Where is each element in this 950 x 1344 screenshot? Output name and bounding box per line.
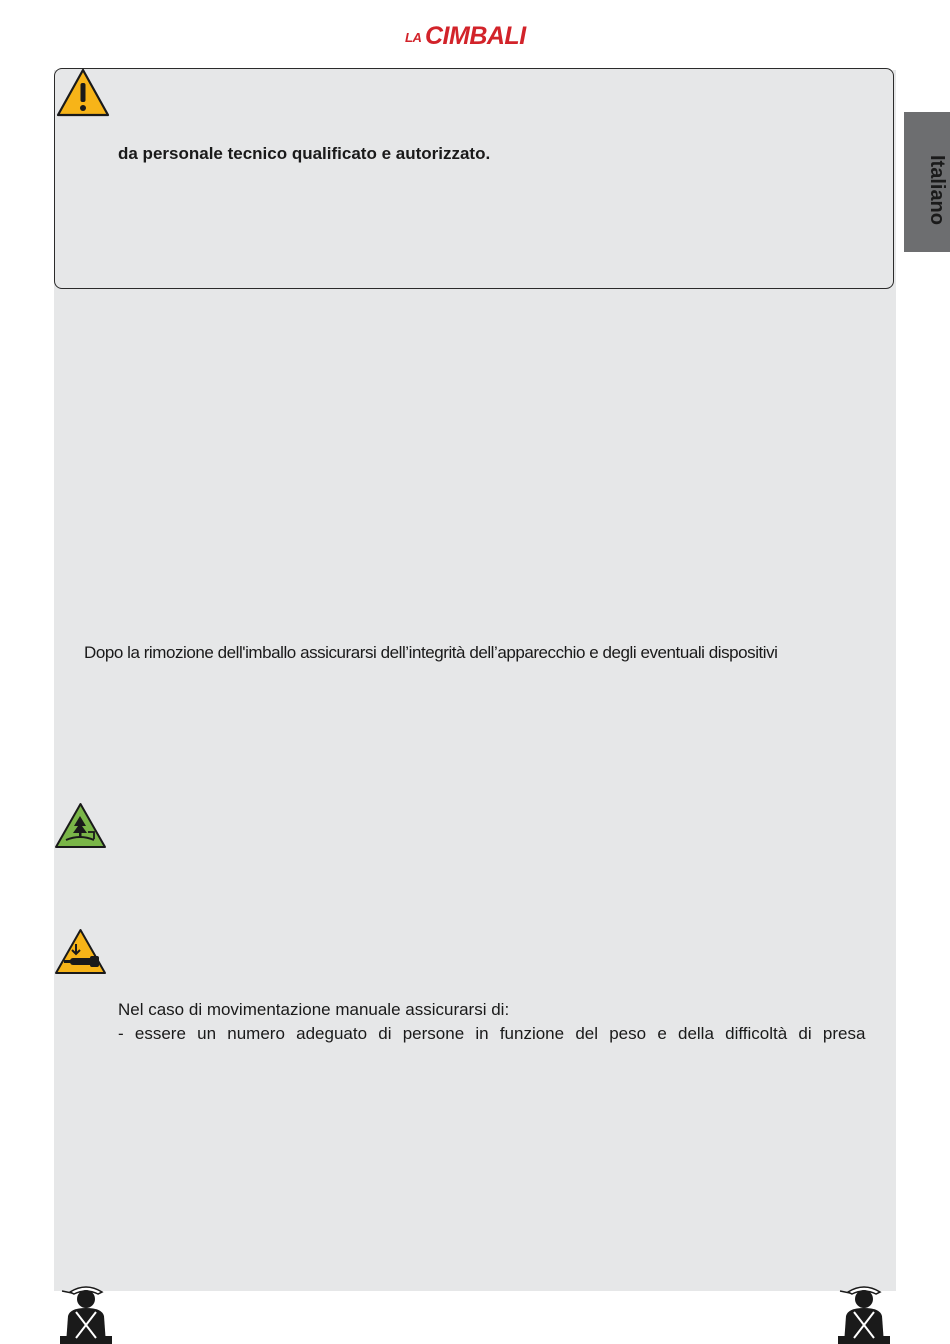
manual-handling-intro: Nel caso di movimentazione manuale assicurarsi di:: [118, 1000, 510, 1019]
warning-box: [54, 68, 894, 289]
logo-prefix: LA: [405, 30, 422, 45]
warning-triangle-icon: [56, 68, 110, 118]
warning-text: da personale tecnico qualificato e autorizzato.: [118, 144, 491, 163]
unpacking-paragraph: Dopo la rimozione dell'imballo assicurarsi dell’integrità dell’apparecchio e degli eventuali dispositivi: [84, 643, 778, 662]
manual-handling-item: - essere un numero adeguato di persone in funzione del peso e della difficoltà di presa: [118, 1024, 866, 1043]
brand-logo: [405, 22, 550, 54]
language-tab[interactable]: [904, 112, 950, 252]
worker-icon: [830, 1282, 898, 1344]
language-tab-label: Italiano: [926, 154, 948, 225]
environment-hazard-icon: [54, 802, 107, 849]
logo-wordmark: CIMBALI: [425, 22, 526, 50]
worker-icon: [52, 1282, 120, 1344]
hand-crush-hazard-icon: [54, 928, 107, 975]
